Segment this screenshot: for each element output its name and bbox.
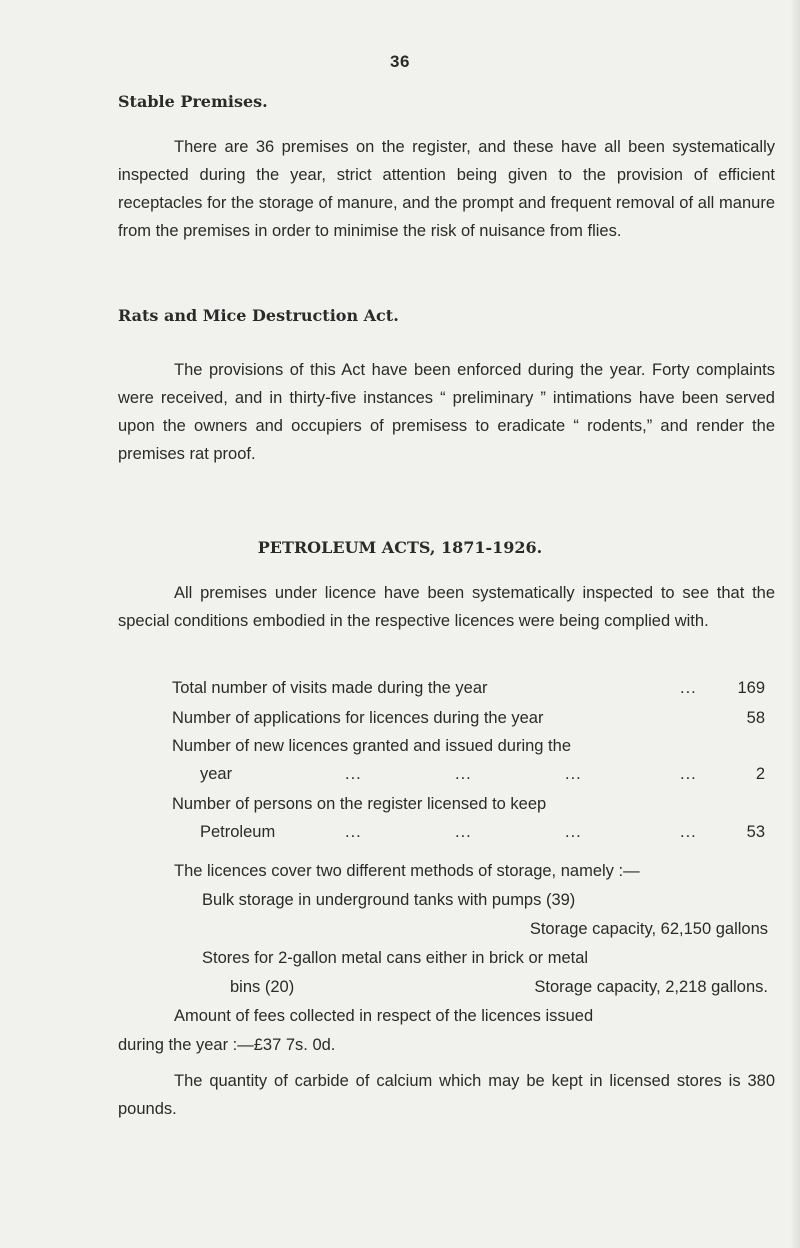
- stat-row-new-licences-cont: [172, 760, 765, 788]
- carbide-paragraph: [118, 1067, 775, 1123]
- stat-row-applications: [172, 704, 765, 732]
- stat-label-continued: year: [200, 765, 233, 783]
- stable-premises-paragraph: [118, 133, 775, 245]
- stat-value: 58: [746, 709, 765, 727]
- leader-dots: ...: [680, 823, 697, 841]
- stores-line: Stores for 2-gallon metal cans either in brick or metal: [202, 949, 589, 967]
- bulk-storage-capacity: Storage capacity, 62,150 gallons: [529, 920, 768, 938]
- stat-label-continued: Petroleum: [200, 823, 276, 841]
- stat-value: 169: [737, 679, 765, 697]
- rats-mice-text: The provisions of this Act have been enforced during the year. Forty complaints were received, and in thirty-five instances “ preliminary ” intimations have been served upon the owners and occupiers of premisess to eradicate “ rodents,” and render the premises rat proof.: [118, 361, 775, 463]
- stores-bins: bins (20): [230, 978, 295, 996]
- rats-mice-heading: Rats and Mice Destruction Act.: [118, 306, 399, 325]
- stat-value: 53: [746, 823, 765, 841]
- stat-value: 2: [755, 765, 765, 783]
- stable-premises-text: There are 36 premises on the register, and these have all been systematically inspected during the year, strict attention being given to the provision of efficient receptacles for the storage of manure, and the prompt and frequent removal of all manure from the premises in order to minimise the risk of nuisance from flies.: [118, 138, 775, 240]
- leader-dots: ...: [455, 823, 472, 841]
- petroleum-acts-heading: PETROLEUM ACTS, 1871-1926.: [257, 538, 543, 557]
- petroleum-intro-paragraph: [118, 579, 775, 635]
- fees-line-1: Amount of fees collected in respect of the licences issued: [174, 1007, 594, 1025]
- leader-dots: ...: [680, 679, 697, 697]
- fees-line-2: during the year :—£37 7s. 0d.: [118, 1036, 336, 1054]
- stat-label: Total number of visits made during the year: [172, 679, 488, 697]
- stat-row-new-licences: [172, 732, 765, 760]
- leader-dots: ...: [455, 765, 472, 783]
- bulk-storage-line: Bulk storage in underground tanks with pumps (39): [202, 891, 576, 909]
- leader-dots: ...: [565, 823, 582, 841]
- stable-premises-heading: Stable Premises.: [118, 92, 268, 111]
- stat-row-persons-registered: [172, 790, 765, 818]
- rats-mice-paragraph: [118, 356, 775, 468]
- petroleum-intro-text: All premises under licence have been systematically inspected to see that the special conditions embodied in the respective licences were being complied with.: [118, 584, 775, 630]
- leader-dots: ...: [680, 765, 697, 783]
- stat-row-visits: [172, 674, 765, 702]
- page-number: 36: [390, 52, 410, 71]
- leader-dots: ...: [565, 765, 582, 783]
- page-edge-shadow: [790, 0, 800, 1248]
- stat-label: Number of applications for licences during the year: [172, 709, 544, 727]
- stores-capacity: Storage capacity, 2,218 gallons.: [534, 978, 768, 996]
- stat-row-persons-registered-cont: [172, 818, 765, 846]
- stat-label: Number of new licences granted and issued during the: [172, 737, 571, 755]
- stat-label: Number of persons on the register licensed to keep: [172, 795, 547, 813]
- carbide-text: The quantity of carbide of calcium which may be kept in licensed stores is 380 pounds.: [118, 1072, 775, 1118]
- leader-dots: ...: [345, 765, 362, 783]
- leader-dots: ...: [345, 823, 362, 841]
- storage-methods-intro: The licences cover two different methods of storage, namely :—: [174, 862, 640, 880]
